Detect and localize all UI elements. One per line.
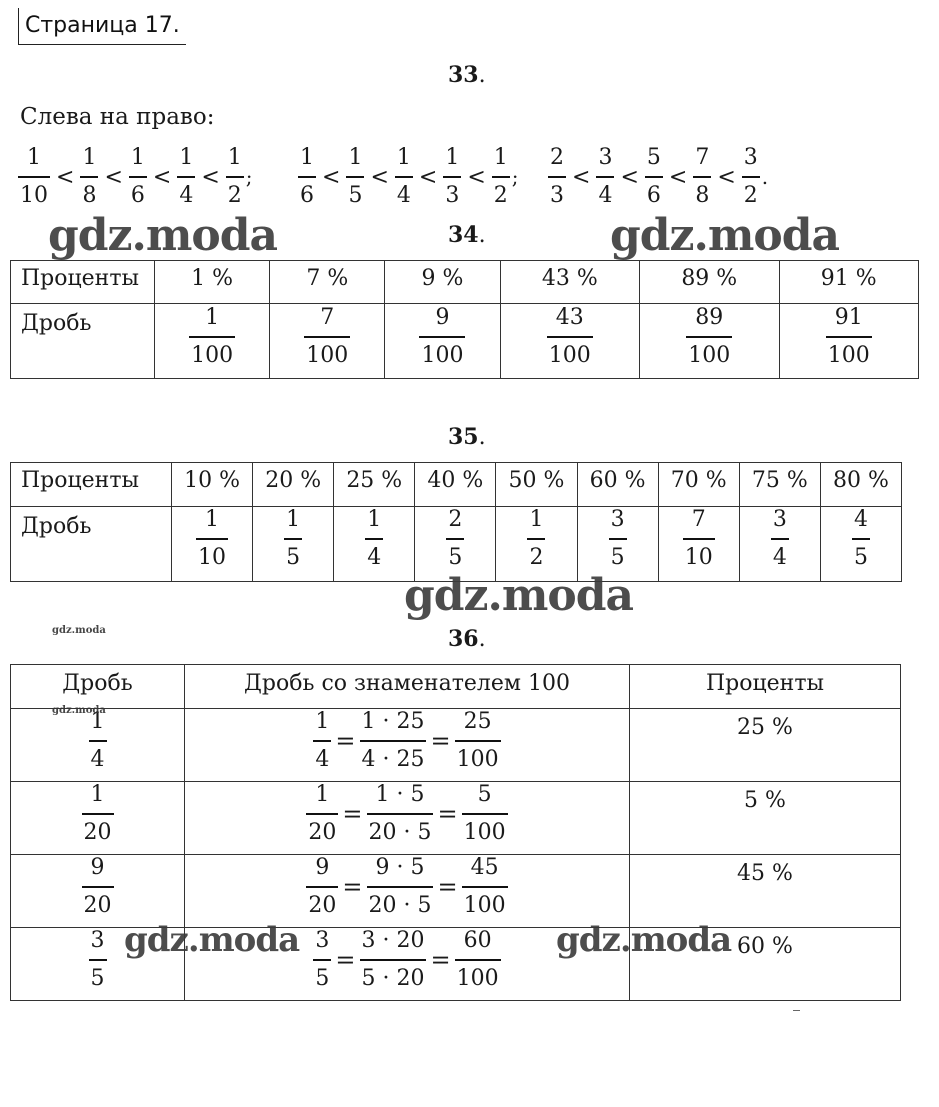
denominator: 10 bbox=[198, 544, 227, 570]
fraction bbox=[742, 146, 760, 208]
relation-sign: = bbox=[437, 799, 458, 828]
relation-sign: < bbox=[572, 164, 591, 190]
row-label-fraction: Дробь bbox=[11, 304, 155, 379]
numerator: 1 bbox=[367, 507, 382, 532]
denominator: 100 bbox=[463, 819, 506, 845]
relation-sign: < bbox=[620, 164, 639, 190]
fraction bbox=[455, 710, 501, 772]
fraction bbox=[129, 146, 147, 208]
denominator: 6 bbox=[646, 182, 661, 208]
percent-cell: 60 % bbox=[577, 463, 658, 507]
relation-sign: < bbox=[201, 164, 220, 190]
numerator: 3 bbox=[598, 145, 613, 171]
percent-cell bbox=[630, 855, 901, 928]
fraction-bar bbox=[304, 336, 350, 338]
fraction bbox=[306, 783, 338, 845]
numerator: 2 bbox=[550, 145, 564, 171]
denominator: 2 bbox=[227, 182, 242, 208]
denominator: 5 bbox=[315, 965, 330, 991]
fraction-cell bbox=[658, 507, 739, 582]
fraction-bar bbox=[82, 886, 114, 888]
numerator: 1 bbox=[82, 145, 97, 171]
fraction-bar bbox=[313, 959, 331, 961]
conversion-cell bbox=[185, 782, 630, 855]
fraction bbox=[446, 508, 464, 570]
numerator: 3 bbox=[772, 507, 787, 532]
fraction bbox=[596, 146, 614, 208]
fraction bbox=[313, 929, 331, 991]
numerator: 43 bbox=[555, 305, 584, 330]
denominator: 100 bbox=[456, 965, 499, 991]
fraction-cell bbox=[385, 304, 500, 379]
relation-sign: = bbox=[342, 799, 363, 828]
percent-cell: 89 % bbox=[640, 261, 779, 304]
relation-sign: < bbox=[418, 164, 438, 190]
numerator: 1 bbox=[493, 145, 508, 171]
fraction bbox=[419, 306, 465, 368]
relation-sign: < bbox=[322, 164, 341, 190]
denominator: 20 bbox=[308, 892, 337, 918]
percent-cell: 9 % bbox=[385, 261, 500, 304]
fraction bbox=[82, 783, 114, 845]
header-percents: Проценты bbox=[630, 665, 901, 709]
numerator: 9 bbox=[435, 305, 450, 330]
percent-cell bbox=[630, 709, 901, 782]
equation bbox=[306, 856, 507, 918]
fraction-bar bbox=[645, 176, 663, 178]
numerator: 3 bbox=[315, 928, 330, 953]
fraction bbox=[771, 508, 789, 570]
fraction-bar bbox=[771, 538, 789, 540]
denominator: 20 bbox=[83, 819, 112, 845]
fraction-bar bbox=[443, 176, 461, 178]
relation-sign: < bbox=[56, 164, 75, 190]
fraction-bar bbox=[446, 538, 464, 540]
numerator: 1 bbox=[396, 145, 411, 171]
inequality-chain-3 bbox=[548, 146, 768, 208]
fraction-cell bbox=[779, 304, 919, 379]
numerator: 1 bbox=[90, 782, 105, 807]
fraction-bar bbox=[826, 336, 872, 338]
numerator: 7 bbox=[695, 145, 710, 171]
table-row bbox=[11, 709, 901, 782]
denominator: 10 bbox=[684, 544, 713, 570]
fraction bbox=[306, 856, 338, 918]
percent-cell: 75 % bbox=[739, 463, 820, 507]
fraction bbox=[360, 710, 427, 772]
row-label-percents: Проценты bbox=[11, 463, 172, 507]
fraction-cell bbox=[155, 304, 270, 379]
fraction-bar bbox=[306, 813, 338, 815]
task-35-table bbox=[10, 462, 902, 582]
conversion-cell bbox=[185, 855, 630, 928]
fraction-bar bbox=[548, 176, 566, 178]
numerator: 9 · 5 bbox=[375, 855, 425, 880]
row-label-percents: Проценты bbox=[11, 261, 155, 304]
fraction bbox=[89, 929, 107, 991]
percent-value: 5 % bbox=[744, 788, 786, 813]
fraction-cell bbox=[500, 304, 639, 379]
fraction-bar bbox=[419, 336, 465, 338]
numerator: 5 bbox=[646, 145, 661, 171]
numerator: 1 bbox=[179, 145, 194, 171]
denominator: 100 bbox=[191, 342, 234, 368]
fraction bbox=[196, 508, 228, 570]
percent-value: 45 % bbox=[737, 861, 793, 886]
denominator: 4 bbox=[396, 182, 411, 208]
relation-sign: = bbox=[335, 945, 356, 974]
denominator: 20 bbox=[83, 892, 112, 918]
numerator: 1 bbox=[445, 145, 460, 171]
fraction bbox=[852, 508, 870, 570]
denominator: 5 bbox=[90, 965, 105, 991]
relation-sign: < bbox=[717, 164, 736, 190]
denominator: 10 bbox=[20, 182, 48, 208]
fraction-bar bbox=[82, 813, 114, 815]
relation-sign: < bbox=[467, 164, 486, 190]
numerator: 60 bbox=[463, 928, 492, 953]
fraction-bar bbox=[365, 538, 383, 540]
numerator: 7 bbox=[691, 507, 706, 532]
fraction bbox=[527, 508, 545, 570]
fraction bbox=[462, 783, 508, 845]
denominator: 100 bbox=[688, 342, 731, 368]
fraction-cell bbox=[11, 782, 185, 855]
task-34-number: 34. bbox=[448, 222, 486, 248]
relation-sign: = bbox=[437, 872, 458, 901]
table-row bbox=[11, 782, 901, 855]
fraction-bar bbox=[306, 886, 338, 888]
fraction bbox=[80, 146, 98, 208]
fraction bbox=[686, 306, 732, 368]
fraction-cell bbox=[253, 507, 334, 582]
denominator: 4 bbox=[772, 544, 787, 570]
fraction bbox=[455, 929, 501, 991]
percent-cell: 20 % bbox=[253, 463, 334, 507]
percent-cell: 50 % bbox=[496, 463, 577, 507]
percent-cell: 1 % bbox=[155, 261, 270, 304]
numerator: 1 bbox=[315, 782, 330, 807]
numerator: 1 · 5 bbox=[375, 782, 425, 807]
fraction-cell bbox=[640, 304, 779, 379]
fraction-bar bbox=[313, 740, 331, 742]
relation-sign: = bbox=[335, 726, 356, 755]
fraction bbox=[645, 146, 663, 208]
numerator: 1 bbox=[348, 145, 363, 171]
fraction-bar bbox=[852, 538, 870, 540]
percent-cell: 43 % bbox=[500, 261, 639, 304]
table-row bbox=[11, 855, 901, 928]
denominator: 4 bbox=[315, 746, 330, 772]
task-33-intro: Слева на право: bbox=[20, 104, 215, 130]
denominator: 20 · 5 bbox=[368, 819, 432, 845]
fraction-cell bbox=[172, 507, 253, 582]
numerator: 1 bbox=[90, 709, 105, 734]
fraction-bar bbox=[189, 336, 235, 338]
fraction-bar bbox=[395, 176, 413, 178]
relation-sign: < bbox=[370, 164, 389, 190]
fraction-bar bbox=[346, 176, 364, 178]
denominator: 5 bbox=[286, 544, 301, 570]
fraction-bar bbox=[360, 959, 427, 961]
denominator: 3 bbox=[445, 182, 460, 208]
numerator: 1 bbox=[315, 709, 330, 734]
numerator: 1 bbox=[300, 145, 314, 171]
denominator: 5 bbox=[348, 182, 363, 208]
percent-cell: 91 % bbox=[779, 261, 919, 304]
fraction-cell bbox=[11, 709, 185, 782]
task-35-number: 35. bbox=[448, 424, 486, 450]
numerator: 89 bbox=[695, 305, 724, 330]
fraction-bar bbox=[742, 176, 760, 178]
fraction-bar bbox=[129, 176, 147, 178]
denominator: 100 bbox=[456, 746, 499, 772]
denominator: 100 bbox=[827, 342, 870, 368]
fraction-bar bbox=[226, 176, 244, 178]
fraction bbox=[18, 146, 50, 208]
fraction-bar bbox=[89, 740, 107, 742]
fraction bbox=[360, 929, 427, 991]
denominator: 2 bbox=[493, 182, 508, 208]
denominator: 20 · 5 bbox=[368, 892, 432, 918]
percent-cell: 25 % bbox=[334, 463, 415, 507]
numerator: 3 bbox=[610, 507, 625, 532]
relation-sign: = bbox=[342, 872, 363, 901]
fraction-bar bbox=[609, 538, 627, 540]
page-label: Страница 17. bbox=[18, 8, 186, 45]
numerator: 1 bbox=[130, 145, 145, 171]
inequality-chain-1 bbox=[18, 146, 253, 208]
fraction-bar bbox=[455, 740, 501, 742]
denominator: 5 bbox=[448, 544, 463, 570]
fraction-bar bbox=[177, 176, 195, 178]
task-33-number: 33. bbox=[448, 62, 486, 88]
numerator: 45 bbox=[470, 855, 499, 880]
fraction bbox=[304, 306, 350, 368]
fraction bbox=[547, 306, 593, 368]
percent-cell: 10 % bbox=[172, 463, 253, 507]
row-label-fraction: Дробь bbox=[11, 507, 172, 582]
watermark: gdz.moda bbox=[556, 920, 732, 960]
denominator: 4 · 25 bbox=[361, 746, 425, 772]
fraction-bar bbox=[360, 740, 427, 742]
denominator: 100 bbox=[463, 892, 506, 918]
numerator: 1 bbox=[205, 305, 220, 330]
fraction bbox=[492, 146, 510, 208]
watermark-small: gdz.moda bbox=[52, 705, 106, 716]
fraction bbox=[82, 856, 114, 918]
fraction bbox=[609, 508, 627, 570]
fraction bbox=[284, 508, 302, 570]
relation-sign: = bbox=[430, 726, 451, 755]
percent-cell: 7 % bbox=[270, 261, 385, 304]
fraction-bar bbox=[547, 336, 593, 338]
equation bbox=[306, 783, 507, 845]
watermark: gdz.moda bbox=[404, 570, 634, 621]
numerator: 9 bbox=[90, 855, 105, 880]
fraction-bar bbox=[284, 538, 302, 540]
percent-value: 25 % bbox=[737, 715, 793, 740]
fraction-cell bbox=[739, 507, 820, 582]
fraction-bar bbox=[89, 959, 107, 961]
fraction bbox=[367, 783, 434, 845]
fraction bbox=[313, 710, 331, 772]
numerator: 5 bbox=[477, 782, 492, 807]
inequality-chain-2 bbox=[298, 146, 519, 208]
denominator: 6 bbox=[300, 182, 314, 208]
fraction-bar bbox=[298, 176, 316, 178]
denominator: 5 bbox=[610, 544, 625, 570]
fraction-bar bbox=[492, 176, 510, 178]
denominator: 4 bbox=[598, 182, 613, 208]
denominator: 100 bbox=[306, 342, 349, 368]
separator: . bbox=[761, 165, 769, 189]
fraction bbox=[693, 146, 711, 208]
fraction-bar bbox=[462, 886, 508, 888]
fraction-cell bbox=[334, 507, 415, 582]
relation-sign: < bbox=[152, 164, 172, 190]
percent-cell: 80 % bbox=[820, 463, 901, 507]
numerator: 1 bbox=[529, 507, 544, 532]
task-34-table bbox=[10, 260, 919, 379]
fraction-bar bbox=[455, 959, 501, 961]
equation bbox=[313, 929, 500, 991]
fraction-bar bbox=[683, 538, 715, 540]
fraction-cell bbox=[820, 507, 901, 582]
header-fraction: Дробь bbox=[11, 665, 185, 709]
relation-sign: < bbox=[668, 164, 688, 190]
fraction bbox=[443, 146, 461, 208]
numerator: 25 bbox=[463, 709, 492, 734]
fraction bbox=[548, 146, 566, 208]
numerator: 3 · 20 bbox=[361, 928, 425, 953]
fraction bbox=[189, 306, 235, 368]
numerator: 1 bbox=[27, 145, 41, 171]
fraction bbox=[365, 508, 383, 570]
watermark: gdz.moda bbox=[610, 210, 840, 261]
fraction-cell bbox=[11, 855, 185, 928]
fraction-bar bbox=[367, 813, 434, 815]
fraction bbox=[395, 146, 413, 208]
fraction bbox=[226, 146, 244, 208]
denominator: 100 bbox=[548, 342, 591, 368]
percent-cell: 40 % bbox=[415, 463, 496, 507]
numerator: 91 bbox=[834, 305, 863, 330]
percent-cell: 70 % bbox=[658, 463, 739, 507]
equation bbox=[313, 710, 500, 772]
denominator: 5 bbox=[853, 544, 868, 570]
numerator: 3 bbox=[90, 928, 105, 953]
fraction bbox=[177, 146, 195, 208]
fraction-bar bbox=[80, 176, 98, 178]
denominator: 8 bbox=[695, 182, 710, 208]
denominator: 4 bbox=[367, 544, 382, 570]
numerator: 4 bbox=[853, 507, 868, 532]
fraction-bar bbox=[196, 538, 228, 540]
fraction bbox=[683, 508, 715, 570]
fraction-bar bbox=[367, 886, 434, 888]
fraction bbox=[89, 710, 107, 772]
fraction bbox=[346, 146, 364, 208]
watermark-small: gdz.moda bbox=[52, 625, 106, 636]
fraction-bar bbox=[527, 538, 545, 540]
fraction-bar bbox=[693, 176, 711, 178]
numerator: 3 bbox=[743, 145, 758, 171]
header-denominator-100: Дробь со знаменателем 100 bbox=[185, 665, 630, 709]
fraction-bar bbox=[596, 176, 614, 178]
denominator: 100 bbox=[421, 342, 464, 368]
denominator: 20 bbox=[308, 819, 337, 845]
numerator: 2 bbox=[448, 507, 463, 532]
watermark: gdz.moda bbox=[124, 920, 300, 960]
numerator: 1 bbox=[205, 507, 220, 532]
conversion-cell bbox=[185, 709, 630, 782]
relation-sign: < bbox=[104, 164, 123, 190]
watermark: gdz.moda bbox=[48, 210, 278, 261]
percent-cell bbox=[630, 782, 901, 855]
denominator: 3 bbox=[550, 182, 564, 208]
denominator: 4 bbox=[179, 182, 194, 208]
fraction bbox=[298, 146, 316, 208]
separator: ; bbox=[245, 165, 253, 189]
denominator: 2 bbox=[743, 182, 758, 208]
numerator: 1 · 25 bbox=[361, 709, 425, 734]
fraction-bar bbox=[462, 813, 508, 815]
numerator: 1 bbox=[286, 507, 301, 532]
fraction-bar bbox=[686, 336, 732, 338]
denominator: 6 bbox=[130, 182, 145, 208]
page-mark bbox=[793, 1010, 800, 1011]
denominator: 2 bbox=[529, 544, 544, 570]
denominator: 5 · 20 bbox=[361, 965, 425, 991]
fraction bbox=[462, 856, 508, 918]
separator: ; bbox=[511, 165, 519, 189]
denominator: 8 bbox=[82, 182, 97, 208]
numerator: 9 bbox=[315, 855, 330, 880]
denominator: 4 bbox=[90, 746, 105, 772]
fraction bbox=[367, 856, 434, 918]
percent-value: 60 % bbox=[737, 934, 793, 959]
relation-sign: = bbox=[430, 945, 451, 974]
fraction-bar bbox=[18, 176, 50, 178]
numerator: 7 bbox=[320, 305, 335, 330]
task-36-number: 36. bbox=[448, 626, 486, 652]
fraction-cell bbox=[270, 304, 385, 379]
fraction bbox=[826, 306, 872, 368]
numerator: 1 bbox=[227, 145, 242, 171]
